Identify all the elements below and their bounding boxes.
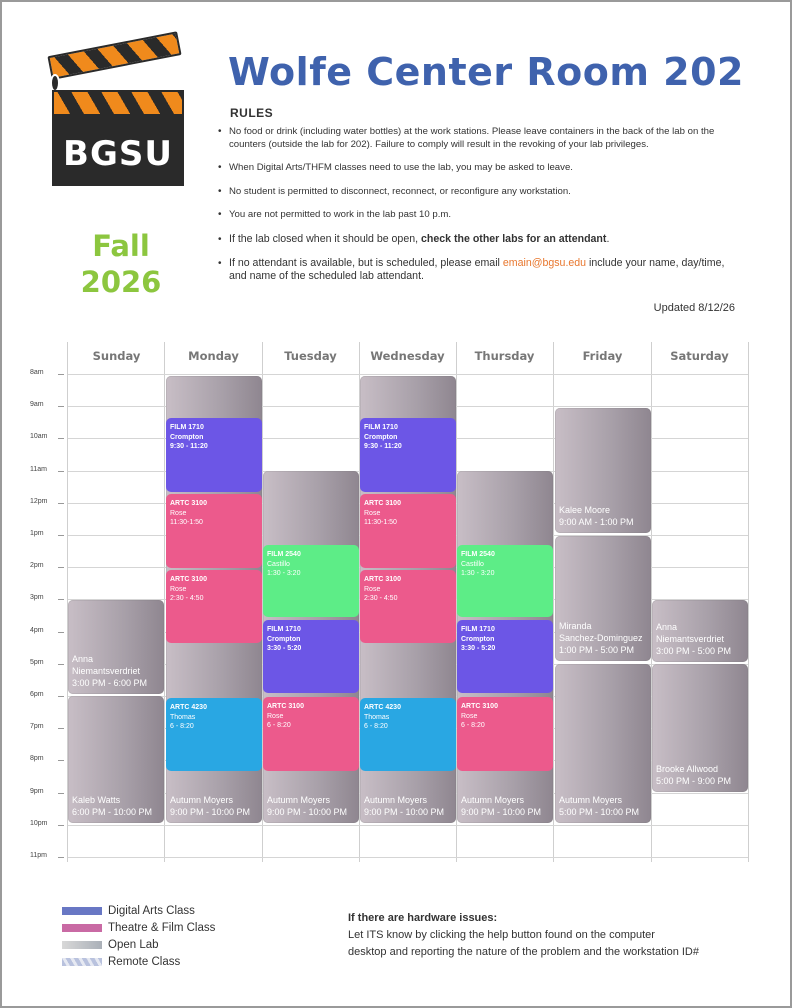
class-time: 9:30 - 11:20 bbox=[170, 443, 208, 450]
shift-time: 3:00 PM - 6:00 PM bbox=[72, 678, 148, 688]
rule-item: • No student is permitted to disconnect, reconnect, or reconfigure any workstation. bbox=[218, 186, 738, 199]
attendant-name: Sanchez-Dominguez bbox=[559, 633, 643, 643]
rules-heading: RULES bbox=[230, 106, 274, 120]
class-time: 11:30-1:50 bbox=[364, 519, 397, 526]
instructor: Rose bbox=[170, 509, 187, 517]
instructor: Crompton bbox=[461, 635, 495, 643]
attendant-name: Autumn Moyers bbox=[364, 795, 428, 805]
open-lab-block[interactable] bbox=[652, 664, 748, 792]
hour-label: 6pm bbox=[30, 691, 64, 698]
open-lab-block[interactable] bbox=[68, 696, 164, 823]
attendant-name: Autumn Moyers bbox=[267, 795, 331, 805]
season-term: Fall bbox=[92, 229, 150, 263]
legend-label: Open Lab bbox=[108, 938, 159, 951]
shift-time: 9:00 AM - 1:00 PM bbox=[559, 517, 634, 527]
course-code: FILM 1710 bbox=[364, 424, 398, 431]
class-time: 1:30 - 3:20 bbox=[267, 570, 301, 577]
hour-label: 2pm bbox=[30, 562, 64, 569]
class-block-artc-3100[interactable] bbox=[360, 570, 456, 643]
instructor: Crompton bbox=[364, 433, 398, 441]
grid-divider bbox=[553, 342, 554, 862]
day-header-sunday: Sunday bbox=[92, 349, 141, 363]
rule-item: • You are not permitted to work in the lab past 10 p.m. bbox=[218, 209, 738, 222]
class-time: 9:30 - 11:20 bbox=[364, 443, 402, 450]
logo-text: BGSU bbox=[52, 116, 184, 186]
attendant-name: Miranda bbox=[559, 621, 592, 631]
legend-swatch-open bbox=[62, 941, 102, 949]
page-title: Wolfe Center Room 202 bbox=[228, 50, 744, 94]
day-header-thursday: Thursday bbox=[474, 349, 535, 363]
course-code: ARTC 3100 bbox=[170, 576, 207, 583]
rule-emphasis: check the other labs for an attendant bbox=[421, 232, 607, 245]
hardware-text: Let ITS know by clicking the help button found on the computer bbox=[348, 929, 655, 941]
instructor: Rose bbox=[364, 585, 381, 593]
legend-item bbox=[62, 902, 215, 919]
open-lab-block[interactable] bbox=[555, 664, 651, 823]
day-header-friday: Friday bbox=[582, 349, 623, 363]
rule-item bbox=[218, 257, 738, 283]
rule-text: . bbox=[606, 232, 610, 245]
course-code: FILM 2540 bbox=[461, 551, 495, 558]
legend-item bbox=[62, 919, 215, 936]
attendant-name: Anna bbox=[656, 622, 678, 632]
hour-label: 8pm bbox=[30, 755, 64, 762]
legend bbox=[62, 902, 215, 970]
hour-label: 11pm bbox=[30, 852, 64, 859]
hour-label: 10am bbox=[30, 433, 64, 440]
class-time: 1:30 - 3:20 bbox=[461, 570, 495, 577]
attendant-name: Autumn Moyers bbox=[559, 795, 623, 805]
class-block-film-1710[interactable] bbox=[263, 620, 359, 693]
course-code: ARTC 3100 bbox=[364, 500, 401, 507]
shift-time: 9:00 PM - 10:00 PM bbox=[170, 807, 251, 817]
open-lab-block[interactable] bbox=[68, 600, 164, 694]
legend-item bbox=[62, 953, 215, 970]
class-time: 6 - 8:20 bbox=[170, 723, 194, 730]
course-code: ARTC 3100 bbox=[170, 500, 207, 507]
attendant-name: Brooke Allwood bbox=[656, 764, 719, 774]
rule-item: • No food or drink (including water bottles) at the work stations. Please leave containers in the back of the lab on the counters (outside the lab for 202). Failure to comply will result in the revoking of your lab privileges. bbox=[218, 126, 738, 151]
rule-text: If the lab closed when it should be open, bbox=[229, 232, 421, 245]
course-code: FILM 1710 bbox=[461, 626, 495, 633]
rule-text: If no attendant is available, but is scheduled, please email bbox=[229, 256, 503, 269]
hour-gridline bbox=[68, 857, 748, 858]
rule-item: • When Digital Arts/THFM classes need to use the lab, you may be asked to leave. bbox=[218, 162, 738, 175]
legend-swatch-remote bbox=[62, 958, 102, 966]
class-block-film-2540[interactable] bbox=[263, 545, 359, 617]
rule-item bbox=[218, 233, 738, 246]
attendant-name: Autumn Moyers bbox=[170, 795, 234, 805]
class-block-film-2540[interactable] bbox=[457, 545, 553, 617]
instructor: Rose bbox=[267, 712, 284, 720]
class-block-artc-3100[interactable] bbox=[263, 697, 359, 771]
rule-text: include your name, day/time, and name of the scheduled lab attendant. bbox=[229, 256, 725, 282]
shift-time: 5:00 PM - 9:00 PM bbox=[656, 776, 732, 786]
class-block-artc-4230[interactable] bbox=[166, 698, 262, 771]
class-block-artc-3100[interactable] bbox=[457, 697, 553, 771]
course-code: ARTC 4230 bbox=[170, 704, 207, 711]
instructor: Rose bbox=[461, 712, 478, 720]
hour-label: 7pm bbox=[30, 723, 64, 730]
shift-time: 6:00 PM - 10:00 PM bbox=[72, 807, 153, 817]
hour-label: 4pm bbox=[30, 627, 64, 634]
updated-date: Updated 8/12/26 bbox=[653, 302, 735, 314]
class-time: 6 - 8:20 bbox=[267, 722, 291, 729]
class-time: 3:30 - 5:20 bbox=[461, 645, 496, 652]
class-block-artc-3100[interactable] bbox=[166, 570, 262, 643]
instructor: Rose bbox=[170, 585, 187, 593]
hour-label: 9pm bbox=[30, 788, 64, 795]
course-code: FILM 1710 bbox=[267, 626, 301, 633]
class-time: 6 - 8:20 bbox=[461, 722, 485, 729]
hour-label: 9am bbox=[30, 401, 64, 408]
instructor: Thomas bbox=[170, 713, 196, 721]
course-code: ARTC 4230 bbox=[364, 704, 401, 711]
class-time: 11:30-1:50 bbox=[170, 519, 203, 526]
grid-divider bbox=[748, 342, 749, 862]
class-block-film-1710[interactable] bbox=[360, 418, 456, 492]
instructor: Thomas bbox=[364, 713, 390, 721]
class-block-artc-4230[interactable] bbox=[360, 698, 456, 771]
hour-label: 1pm bbox=[30, 530, 64, 537]
instructor: Rose bbox=[364, 509, 381, 517]
email-link[interactable]: emain@bgsu.edu bbox=[502, 256, 587, 269]
hour-label: 5pm bbox=[30, 659, 64, 666]
shift-time: 1:00 PM - 5:00 PM bbox=[559, 645, 635, 655]
attendant-name: Kaleb Watts bbox=[72, 795, 121, 805]
day-header-saturday: Saturday bbox=[670, 349, 729, 363]
instructor: Crompton bbox=[170, 433, 204, 441]
class-block-artc-3100[interactable] bbox=[166, 494, 262, 568]
class-time: 3:30 - 5:20 bbox=[267, 645, 302, 652]
class-time: 6 - 8:20 bbox=[364, 723, 388, 730]
day-header-monday: Monday bbox=[188, 349, 239, 363]
attendant-name: Kalee Moore bbox=[559, 505, 611, 515]
rules-list bbox=[218, 126, 738, 294]
course-code: FILM 1710 bbox=[170, 424, 204, 431]
hour-gridline bbox=[68, 825, 748, 826]
hardware-note bbox=[348, 910, 748, 961]
class-time: 2:30 - 4:50 bbox=[364, 595, 398, 602]
season bbox=[60, 228, 182, 300]
attendant-name: Anna bbox=[72, 654, 94, 664]
class-block-film-1710[interactable] bbox=[457, 620, 553, 693]
hardware-heading: If there are hardware issues: bbox=[348, 912, 498, 924]
class-block-film-1710[interactable] bbox=[166, 418, 262, 492]
legend-item bbox=[62, 936, 215, 953]
instructor: Crompton bbox=[267, 635, 301, 643]
hour-label: 8am bbox=[30, 369, 64, 376]
course-code: ARTC 3100 bbox=[364, 576, 401, 583]
course-code: FILM 2540 bbox=[267, 551, 301, 558]
hour-label: 10pm bbox=[30, 820, 64, 827]
class-block-artc-3100[interactable] bbox=[360, 494, 456, 568]
open-lab-block[interactable] bbox=[652, 600, 748, 662]
shift-time: 5:00 PM - 10:00 PM bbox=[559, 807, 640, 817]
legend-label: Remote Class bbox=[108, 955, 181, 968]
clapper-stripe bbox=[52, 90, 184, 116]
attendant-name: Niemantsverdriet bbox=[656, 634, 725, 644]
bgsu-clapper-logo bbox=[48, 44, 186, 186]
shift-time: 9:00 PM - 10:00 PM bbox=[267, 807, 348, 817]
hour-label: 12pm bbox=[30, 498, 64, 505]
hour-label: 3pm bbox=[30, 594, 64, 601]
hardware-text: desktop and reporting the nature of the problem and the workstation ID# bbox=[348, 946, 699, 958]
shift-time: 9:00 PM - 10:00 PM bbox=[461, 807, 542, 817]
season-year: 2026 bbox=[80, 265, 162, 299]
legend-swatch-digital bbox=[62, 907, 102, 915]
instructor: Castillo bbox=[267, 560, 290, 568]
shift-time: 9:00 PM - 10:00 PM bbox=[364, 807, 445, 817]
hour-label: 11am bbox=[30, 466, 64, 473]
class-time: 2:30 - 4:50 bbox=[170, 595, 204, 602]
open-lab-block[interactable] bbox=[555, 408, 651, 533]
grid-divider bbox=[164, 342, 165, 862]
day-header-wednesday: Wednesday bbox=[370, 349, 445, 363]
course-code: ARTC 3100 bbox=[461, 703, 498, 710]
instructor: Castillo bbox=[461, 560, 484, 568]
attendant-name: Autumn Moyers bbox=[461, 795, 525, 805]
course-code: ARTC 3100 bbox=[267, 703, 304, 710]
hour-gridline bbox=[68, 374, 748, 375]
legend-label: Digital Arts Class bbox=[108, 904, 195, 917]
legend-swatch-theatre bbox=[62, 924, 102, 932]
open-lab-block[interactable] bbox=[555, 536, 651, 661]
legend-label: Theatre & Film Class bbox=[108, 921, 216, 934]
attendant-name: Niemantsverdriet bbox=[72, 666, 141, 676]
shift-time: 3:00 PM - 5:00 PM bbox=[656, 646, 732, 656]
day-header-tuesday: Tuesday bbox=[284, 349, 337, 363]
